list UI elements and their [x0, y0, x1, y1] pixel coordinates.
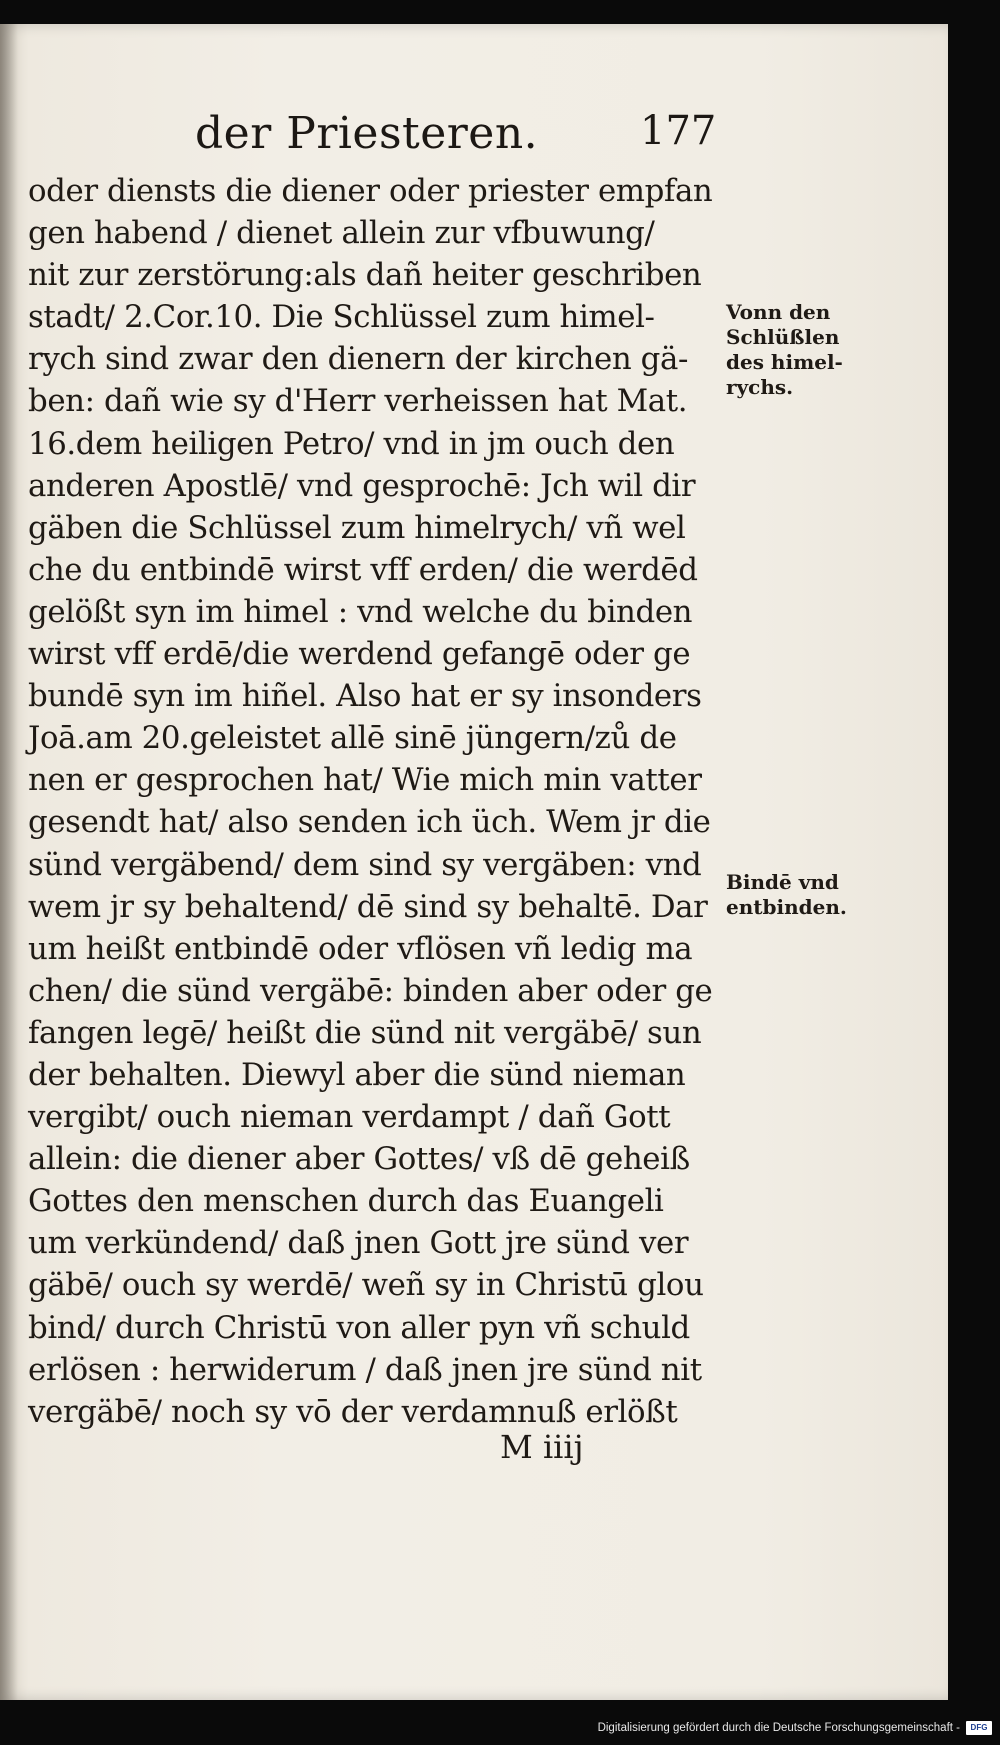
text-line: gelößt syn im himel : vnd welche du binden: [28, 593, 693, 630]
text-line: rych sind zwar den dienern der kirchen gä-: [28, 341, 688, 378]
text-line: der behalten. Diewyl aber die sünd nieman: [28, 1056, 686, 1093]
text-line: anderen Apostlē/ vnd gesprochē: Jch wil dir: [28, 467, 696, 504]
text-line: fangen legē/ heißt die sünd nit vergäbē/ sun: [28, 1014, 702, 1051]
gutter-shadow: [0, 24, 18, 1700]
text-line: allein: die diener aber Gottes/ vß dē geheiß: [28, 1141, 690, 1178]
marginal-line: Schlüßlen: [726, 325, 840, 349]
text-line: chen/ die sünd vergäbē: binden aber oder ge: [28, 972, 713, 1009]
text-line: gesendt hat/ also senden ich üch. Wem jr die: [28, 804, 711, 841]
marginal-line: rychs.: [726, 375, 794, 399]
page-header: [0, 108, 948, 168]
folio-number: 177: [640, 108, 717, 154]
marginal-line: Bindē vnd: [726, 870, 839, 894]
text-line: nit zur zerstörung:als dañ heiter geschriben: [28, 257, 702, 294]
text-line: Joā.am 20.geleistet allē sinē jüngern/zů de: [28, 720, 677, 757]
body-text: [28, 170, 728, 1433]
text-line: 16.dem heiligen Petro/ vnd in jm ouch den: [28, 425, 675, 462]
text-line: ben: dañ wie sy d'Herr verheissen hat Mat.: [28, 383, 688, 420]
text-line: um heißt entbindē oder vflösen vñ ledig ma: [28, 930, 693, 967]
text-line: bundē syn im hiñel. Also hat er sy insonders: [28, 678, 702, 715]
marginal-line: entbinden.: [726, 895, 847, 919]
digitization-footer: [598, 1717, 992, 1739]
text-line: sünd vergäbend/ dem sind sy vergäben: vnd: [28, 846, 702, 883]
text-line: bind/ durch Christū von aller pyn vñ schuld: [28, 1309, 690, 1346]
text-line: gäben die Schlüssel zum himelrych/ vñ wel: [28, 509, 686, 546]
funding-credit: Digitalisierung gefördert durch die Deutsche Forschungsgemeinschaft -: [597, 1722, 960, 1734]
text-line: wirst vff erdē/die werdend gefangē oder ge: [28, 636, 691, 673]
dfg-logo-icon: DFG: [966, 1721, 992, 1735]
text-line: nen er gesprochen hat/ Wie mich min vatter: [28, 762, 702, 799]
text-line: oder diensts die diener oder priester empfan: [28, 173, 713, 209]
signature-mark: M iiij: [500, 1428, 584, 1466]
marginal-note-binden: [726, 870, 847, 920]
text-line: um verkündend/ daß jnen Gott jre sünd ver: [28, 1225, 689, 1262]
text-line: erlösen : herwiderum / daß jnen jre sünd nit: [28, 1351, 702, 1388]
marginal-line: Vonn den: [726, 300, 831, 324]
text-line: wem jr sy behaltend/ dē sind sy behaltē. Dar: [28, 888, 708, 925]
text-line: stadt/ 2.Cor.10. Die Schlüssel zum himel-: [28, 299, 655, 336]
marginal-line: des himel-: [726, 350, 843, 374]
text-line: gen habend / dienet allein zur vfbuwung/: [28, 215, 655, 252]
text-line: Gottes den menschen durch das Euangeli: [28, 1183, 664, 1220]
text-line: vergäbē/ noch sy vō der verdamnuß erlößt: [28, 1393, 678, 1430]
marginal-note-schluessel: [726, 300, 843, 400]
running-title: der Priesteren.: [195, 108, 539, 159]
text-line: vergibt/ ouch nieman verdampt / dañ Gott: [28, 1099, 671, 1136]
text-line: che du entbindē wirst vff erden/ die werdēd: [28, 551, 698, 588]
text-line: gäbē/ ouch sy werdē/ weñ sy in Christū glou: [28, 1267, 704, 1304]
